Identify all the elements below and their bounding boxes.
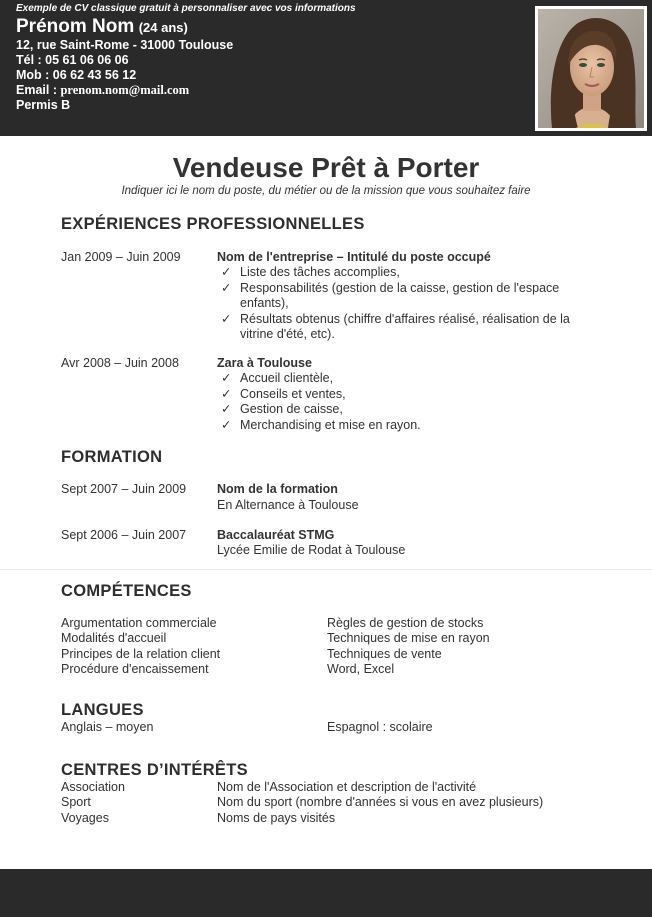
experience-1-title: Nom de l'entreprise – Intitulé du poste occupé — [217, 250, 491, 264]
check-icon: ✓ — [221, 417, 232, 432]
check-icon: ✓ — [221, 371, 232, 385]
formation-2-detail: Lycée Emilie de Rodat à Toulouse — [217, 543, 406, 557]
formation-heading: FORMATION — [61, 448, 163, 466]
profile-photo — [535, 6, 647, 131]
interet-1-value: Nom de l'Association et description de l'activité — [217, 780, 477, 794]
footer-bar — [0, 869, 652, 917]
section-divider — [0, 569, 652, 570]
interet-2-label: Sport — [61, 795, 91, 809]
competence-right-4: Word, Excel — [327, 662, 395, 676]
langue-espagnol: Espagnol : scolaire — [327, 720, 433, 734]
interet-2-value: Nom du sport (nombre d'années si vous en avez plusieurs) — [217, 795, 544, 809]
driving-license: Permis B — [16, 98, 71, 112]
address: 12, rue Saint-Rome - 31000 Toulouse — [16, 38, 234, 52]
interet-3-label: Voyages — [61, 811, 109, 825]
interet-3-value: Noms de pays visités — [217, 811, 336, 825]
experience-1-dates: Jan 2009 – Juin 2009 — [61, 250, 181, 264]
check-icon: ✓ — [221, 280, 232, 295]
experience-2-tasks — [221, 371, 601, 433]
experience-2-title: Zara à Toulouse — [217, 356, 312, 370]
example-note: Exemple de CV classique gratuit à personnaliser avec vos informations — [16, 3, 356, 14]
check-icon: ✓ — [221, 386, 232, 401]
competence-left-2: Modalités d'accueil — [61, 631, 167, 645]
name-line — [16, 16, 188, 38]
experiences-heading: EXPÉRIENCES PROFESSIONNELLES — [61, 215, 365, 233]
email-label: Email : — [16, 83, 61, 97]
list-item: ✓ Merchandising et mise en rayon. — [221, 417, 421, 432]
interet-1-label: Association — [61, 780, 125, 794]
langues-heading: LANGUES — [61, 701, 144, 719]
list-item: ✓ Conseils et ventes, — [221, 386, 346, 401]
competence-left-4: Procédure d'encaissement — [61, 662, 209, 676]
formation-1-title: Nom de la formation — [217, 482, 338, 496]
formation-1-dates: Sept 2007 – Juin 2009 — [61, 482, 187, 496]
email-line — [16, 83, 189, 98]
page-subtitle: Indiquer ici le nom du poste, du métier ou de la mission que vous souhaitez faire — [121, 185, 531, 197]
list-item: ✓ Résultats obtenus (chiffre d'affaires réalisé, réalisation de la vitrine d'été, etc). — [221, 311, 570, 341]
header-banner — [0, 0, 652, 136]
check-icon: ✓ — [221, 265, 232, 279]
list-item: ✓ Gestion de caisse, — [221, 402, 343, 416]
formation-2-dates: Sept 2006 – Juin 2007 — [61, 528, 187, 542]
competence-left-3: Principes de la relation client — [61, 647, 221, 661]
competence-left-1: Argumentation commerciale — [61, 616, 217, 630]
langue-anglais: Anglais – moyen — [61, 720, 154, 734]
list-item: ✓ Accueil clientèle, — [221, 371, 334, 385]
interets-heading: CENTRES D’INTÉRÊTS — [61, 761, 248, 779]
formation-2-title: Baccalauréat STMG — [217, 528, 335, 542]
competence-right-3: Techniques de vente — [327, 647, 442, 661]
page-title: Vendeuse Prêt à Porter — [172, 152, 480, 183]
candidate-name: Prénom Nom — [16, 16, 135, 37]
competence-right-2: Techniques de mise en rayon — [327, 631, 490, 645]
list-item: ✓ Liste des tâches accomplies, — [221, 265, 400, 279]
list-item: ✓ Responsabilités (gestion de la caisse, gestion de l'espace enfants), — [221, 280, 560, 310]
check-icon: ✓ — [221, 311, 232, 326]
phone: Tél : 05 61 06 06 06 — [16, 53, 129, 67]
portrait-image — [538, 9, 644, 128]
mobile: Mob : 06 62 43 56 12 — [16, 68, 137, 82]
experience-1-tasks — [221, 265, 601, 343]
email-link[interactable]: prenom.nom@mail.com — [60, 83, 190, 97]
experience-2-dates: Avr 2008 – Juin 2008 — [61, 356, 179, 370]
competences-heading: COMPÉTENCES — [61, 582, 192, 600]
competence-right-1: Règles de gestion de stocks — [327, 616, 484, 630]
candidate-age: (24 ans) — [138, 20, 188, 35]
check-icon: ✓ — [221, 402, 232, 416]
formation-1-detail: En Alternance à Toulouse — [217, 498, 359, 512]
